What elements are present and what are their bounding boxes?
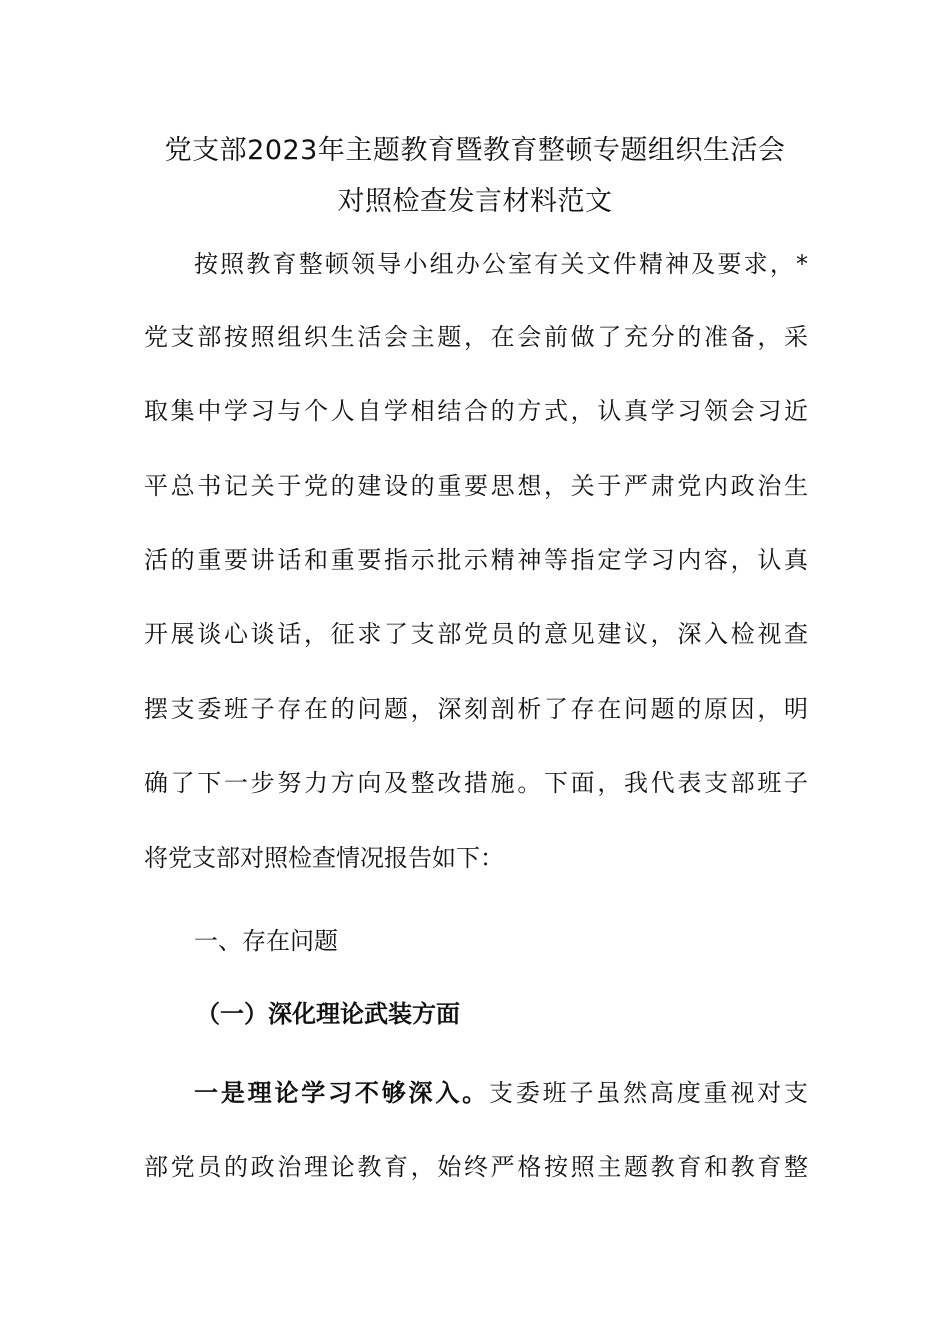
paragraph-line: 活的重要讲话和重要指示批示精神等指定学习内容，认真 [144, 546, 808, 574]
paragraph-line: 党支部按照组织生活会主题，在会前做了充分的准备，采 [144, 323, 808, 351]
point-line [194, 1075, 808, 1111]
point-line: 部党员的政治理论教育，始终严格按照主题教育和教育整 [144, 1153, 808, 1181]
paragraph-line: 将党支部对照检查情况报告如下： [144, 844, 504, 872]
document-title-line-1: 党支部2023年主题教育暨教育整顿专题组织生活会 [164, 135, 786, 166]
point-text: 支委班子虽然高度重视对支 [489, 1079, 808, 1107]
document-title-line-2: 对照检查发言材料范文 [337, 186, 613, 217]
section-heading: 一、存在问题 [194, 927, 338, 955]
paragraph-line: 开展谈心谈话，征求了支部党员的意见建议，深入检视查 [144, 620, 808, 648]
paragraph-line: 平总书记关于党的建设的重要思想，关于严肃党内政治生 [144, 472, 808, 500]
paragraph-line: 取集中学习与个人自学相结合的方式，认真学习领会习近 [144, 397, 808, 425]
paragraph-line: 摆支委班子存在的问题，深刻剖析了存在问题的原因，明 [144, 695, 808, 723]
paragraph-line: 按照教育整顿领导小组办公室有关文件精神及要求，* [194, 250, 808, 278]
point-lead: 一是理论学习不够深入。 [194, 1079, 489, 1107]
subsection-heading: （一）深化理论武装方面 [196, 1000, 460, 1028]
paragraph-line: 确了下一步努力方向及整改措施。下面，我代表支部班子 [144, 769, 808, 797]
